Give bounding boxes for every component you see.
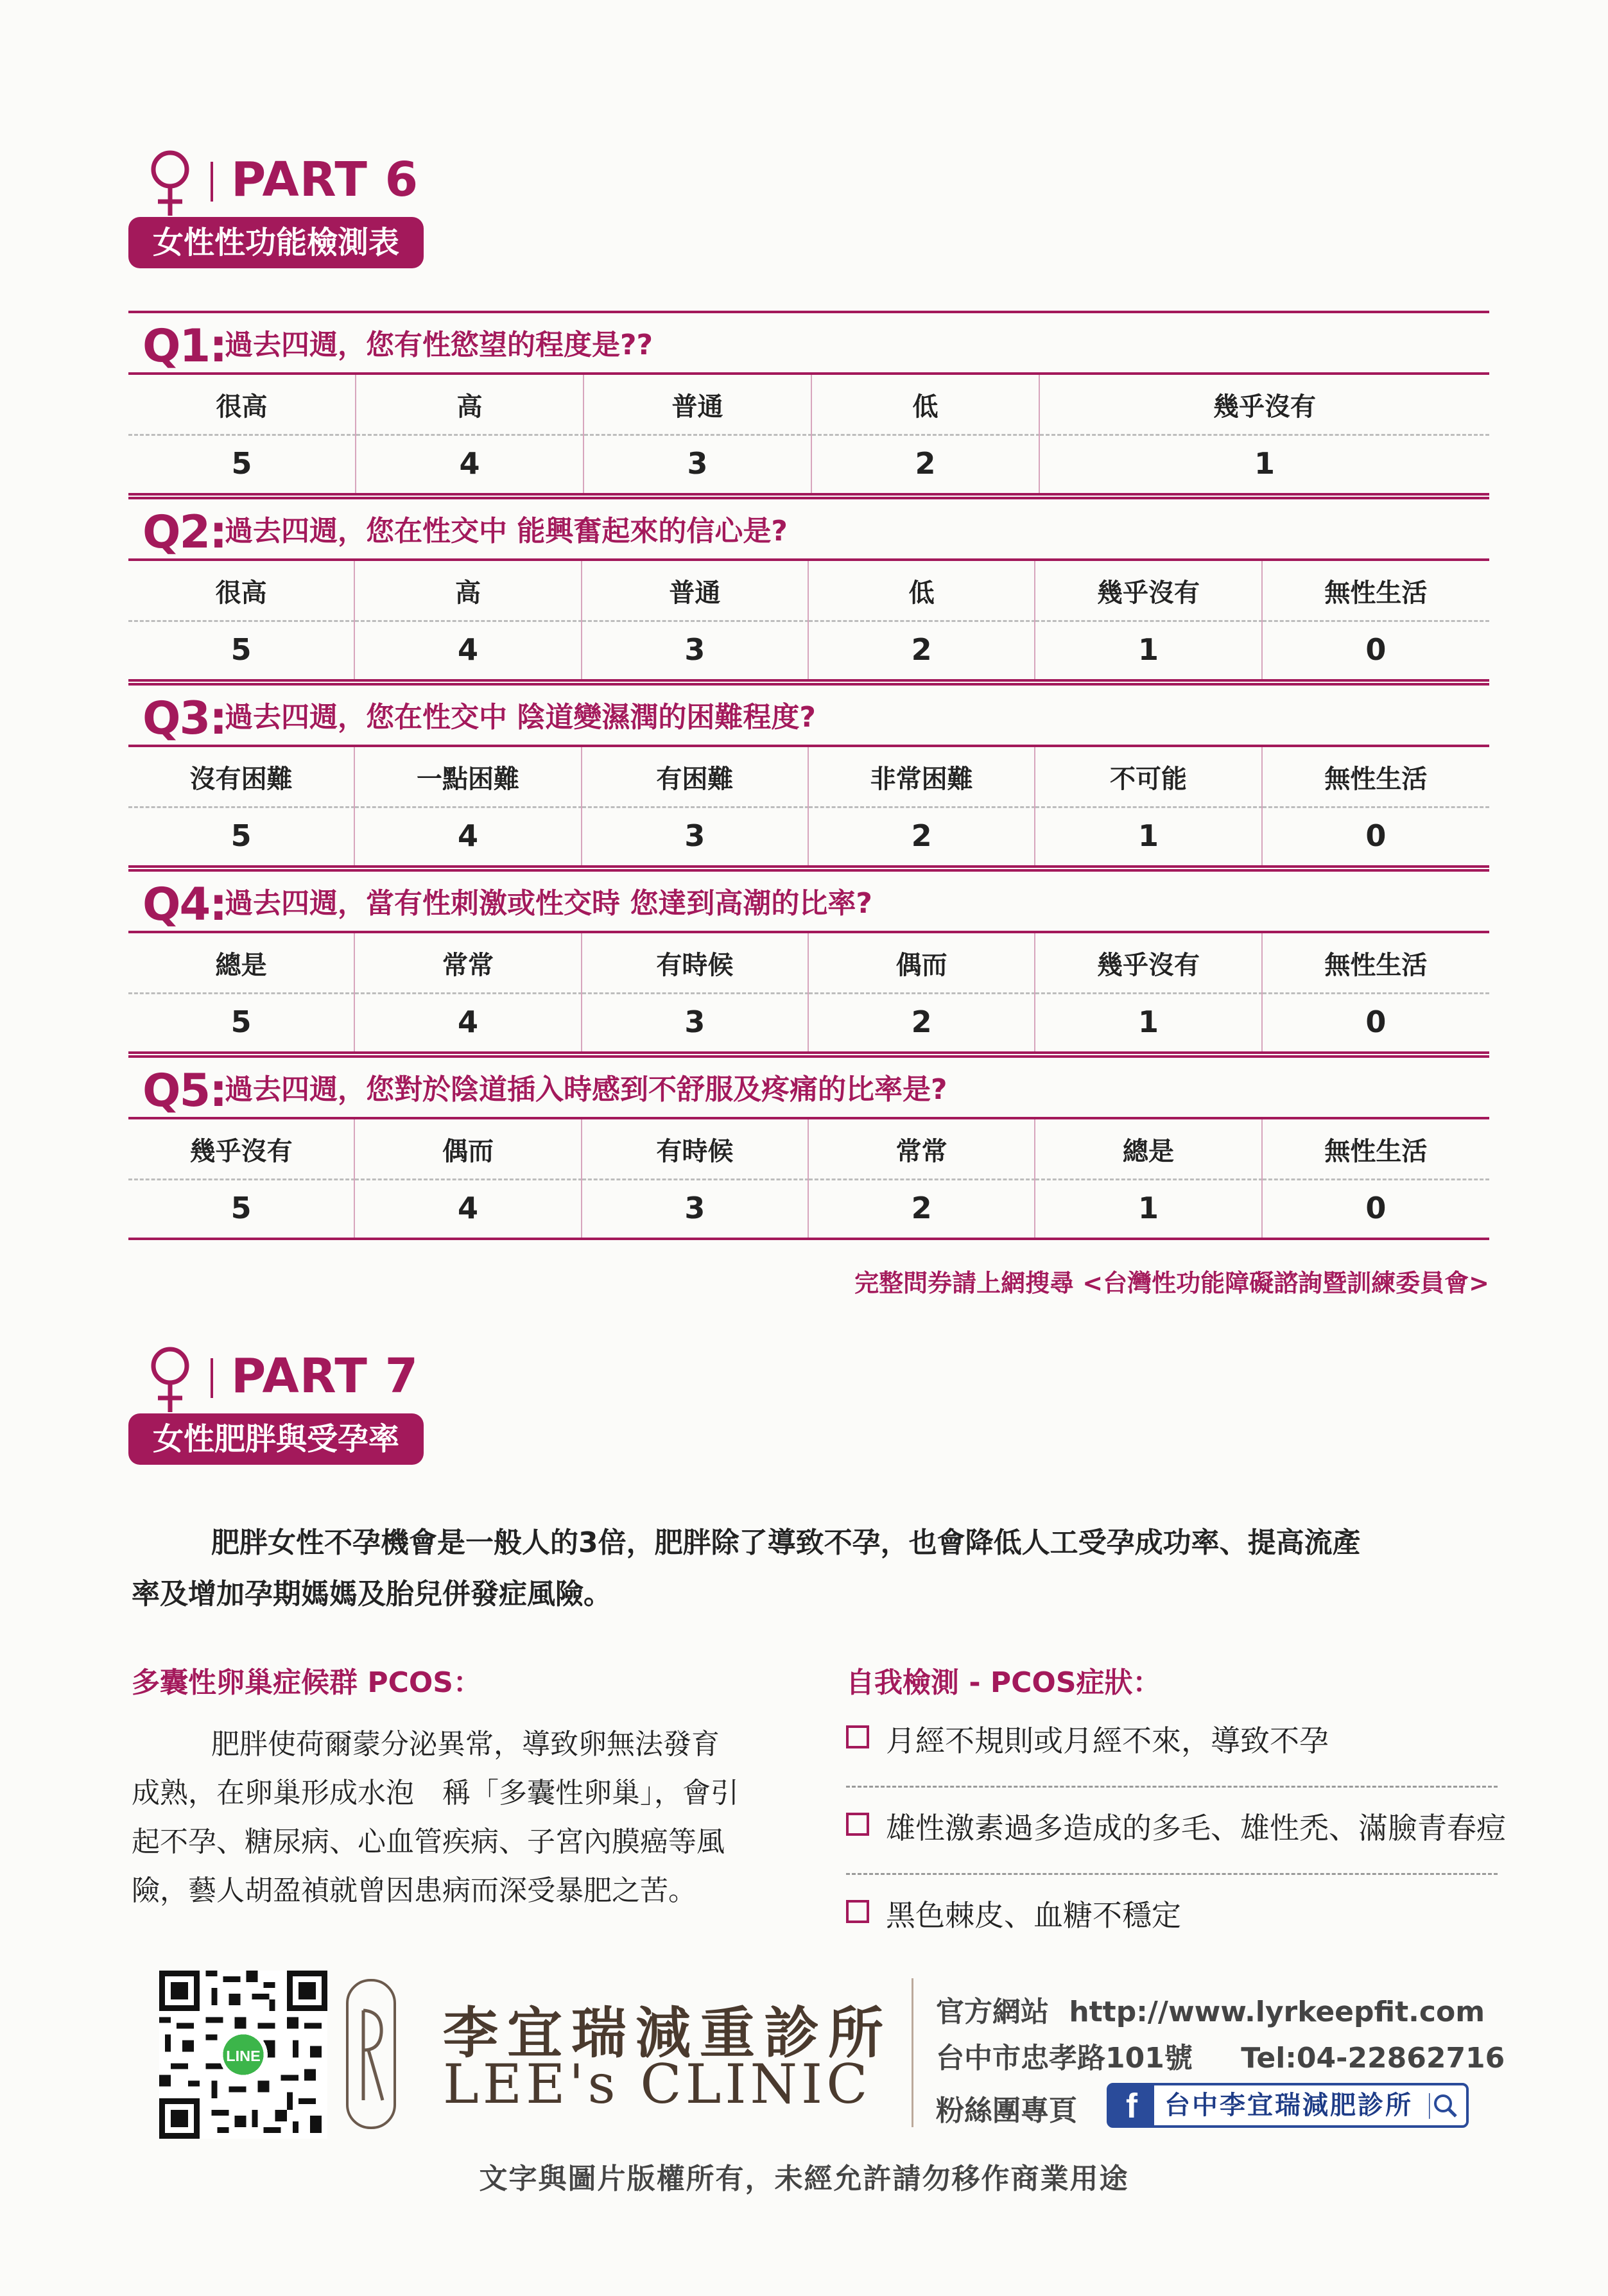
symptom-label: 月經不規則或月經不來，導致不孕 — [886, 1723, 1329, 1758]
answer-option[interactable]: 沒有困難 — [128, 747, 355, 808]
venus-icon — [141, 1344, 199, 1415]
answer-score[interactable]: 3 — [582, 1178, 809, 1238]
answer-option[interactable]: 有時候 — [582, 933, 809, 994]
answer-score[interactable]: 3 — [582, 806, 809, 865]
question-text: 過去四週，您在性交中 陰道變濕潤的困難程度? — [225, 701, 816, 734]
clinic-name-cn: 李宜瑞減重診所 — [443, 2001, 892, 2066]
clinic-name-en: LEE's CLINIC — [443, 2053, 872, 2116]
answer-option[interactable]: 非常困難 — [809, 747, 1035, 808]
answer-score[interactable]: 1 — [1035, 806, 1262, 865]
answer-grid — [128, 561, 1489, 682]
answer-option[interactable]: 很高 — [128, 375, 356, 436]
answer-option[interactable]: 很高 — [128, 561, 355, 622]
part-label: PART 7 — [231, 1349, 419, 1404]
answer-option[interactable]: 總是 — [1035, 1119, 1262, 1180]
part-separator — [211, 162, 213, 202]
question-text: 過去四週，當有性刺激或性交時 您達到高潮的比率? — [225, 887, 872, 920]
answer-score[interactable]: 4 — [355, 1178, 582, 1238]
intro-paragraph — [132, 1517, 1496, 1620]
answer-option[interactable]: 幾乎沒有 — [1040, 375, 1489, 436]
question-header — [128, 497, 1489, 561]
question-number: Q5: — [143, 1064, 227, 1117]
answer-score[interactable]: 5 — [128, 620, 355, 679]
search-icon[interactable] — [1429, 2091, 1460, 2121]
answer-score[interactable]: 5 — [128, 806, 355, 865]
answer-grid — [128, 1119, 1489, 1240]
qr-code[interactable] — [159, 1971, 327, 2139]
answer-score[interactable]: 4 — [356, 434, 584, 493]
answer-option[interactable]: 無性生活 — [1263, 933, 1489, 994]
clinic-logo-icon — [345, 1978, 397, 2130]
question-block — [128, 869, 1489, 1054]
answer-option[interactable]: 不可能 — [1035, 747, 1262, 808]
symptom-label: 雄性激素過多造成的多毛、雄性禿、滿臉青春痘 — [886, 1811, 1506, 1845]
answer-score[interactable]: 2 — [809, 992, 1035, 1051]
address-row — [936, 2035, 1505, 2076]
answer-option[interactable]: 有困難 — [582, 747, 809, 808]
answer-option[interactable]: 偶而 — [355, 1119, 582, 1180]
question-header — [128, 1055, 1489, 1119]
copyright-notice: 文字與圖片版權所有，未經允許請勿移作商業用途 — [479, 2162, 1129, 2195]
question-block — [128, 1055, 1489, 1240]
answer-option[interactable]: 一點困難 — [355, 747, 582, 808]
symptom-label: 黑色棘皮、血糖不穩定 — [886, 1898, 1181, 1933]
address: 台中市忠孝路101號 — [936, 2042, 1193, 2075]
question-text: 過去四週，您有性慾望的程度是?? — [225, 329, 653, 361]
footer-divider — [912, 1978, 913, 2127]
fanpage-name: 台中李宜瑞減肥診所 — [1164, 2091, 1413, 2120]
answer-option[interactable]: 高 — [356, 375, 584, 436]
answer-option[interactable]: 低 — [812, 375, 1040, 436]
answer-option[interactable]: 無性生活 — [1263, 747, 1489, 808]
answer-score[interactable]: 1 — [1035, 992, 1262, 1051]
intro-line: 率及增加孕期媽媽及胎兒併發症風險。 — [132, 1578, 612, 1610]
answer-score[interactable]: 2 — [812, 434, 1040, 493]
fanpage-label: 粉絲團專頁 — [936, 2094, 1077, 2127]
part-separator — [211, 1358, 213, 1398]
part-label: PART 6 — [231, 152, 419, 207]
answer-option[interactable]: 低 — [809, 561, 1035, 622]
checkbox-icon[interactable] — [846, 1725, 869, 1748]
question-text: 過去四週，您對於陰道插入時感到不舒服及疼痛的比率是? — [225, 1073, 947, 1106]
answer-option[interactable]: 高 — [355, 561, 582, 622]
line-badge-text: LINE — [226, 2047, 261, 2064]
answer-score[interactable]: 1 — [1035, 620, 1262, 679]
pcos-line: 起不孕、糖尿病、心血管疾病、子宮內膜癌等風 — [132, 1826, 725, 1858]
answer-option[interactable]: 常常 — [809, 1119, 1035, 1180]
question-block — [128, 497, 1489, 682]
answer-score[interactable]: 5 — [128, 1178, 355, 1238]
answer-option[interactable]: 幾乎沒有 — [128, 1119, 355, 1180]
question-header — [128, 311, 1489, 375]
question-header — [128, 683, 1489, 747]
question-header — [128, 869, 1489, 933]
symptom-item[interactable] — [846, 1787, 1506, 1875]
self-check-title: 自我檢測 - PCOS症狀： — [846, 1666, 1161, 1699]
website-link[interactable]: http://www.lyrkeepfit.com — [1069, 1996, 1485, 2028]
answer-score[interactable]: 4 — [355, 992, 582, 1051]
answer-grid — [128, 933, 1489, 1054]
answer-option[interactable]: 幾乎沒有 — [1035, 933, 1262, 994]
answer-grid — [128, 747, 1489, 868]
question-block — [128, 311, 1489, 496]
website-row — [936, 1989, 1485, 2030]
facebook-search-pill[interactable] — [1107, 2083, 1469, 2128]
question-number: Q4: — [143, 878, 227, 931]
answer-option[interactable]: 有時候 — [582, 1119, 809, 1180]
phone[interactable]: Tel:04-22862716 — [1241, 2042, 1505, 2075]
pcos-line: 肥胖使荷爾蒙分泌異常，導致卵無法發育 — [211, 1728, 720, 1761]
answer-score[interactable]: 1 — [1035, 1178, 1262, 1238]
pcos-description — [132, 1720, 793, 1915]
question-number: Q2: — [143, 506, 227, 558]
answer-option[interactable]: 常常 — [355, 933, 582, 994]
answer-option[interactable]: 總是 — [128, 933, 355, 994]
facebook-icon: f — [1109, 2085, 1154, 2125]
answer-option[interactable]: 無性生活 — [1263, 1119, 1489, 1180]
answer-score[interactable]: 3 — [582, 620, 809, 679]
answer-option[interactable]: 無性生活 — [1263, 561, 1489, 622]
question-number: Q1: — [143, 320, 227, 372]
pcos-line: 險，藝人胡盈禎就曾因患病而深受暴肥之苦。 — [132, 1874, 696, 1907]
answer-score[interactable]: 0 — [1365, 1191, 1387, 1225]
answer-grid — [128, 375, 1489, 496]
answer-option[interactable]: 普通 — [582, 561, 809, 622]
answer-score[interactable]: 0 — [1365, 818, 1387, 853]
answer-score[interactable]: 0 — [1365, 1005, 1387, 1039]
question-block — [128, 683, 1489, 868]
answer-score[interactable]: 0 — [1365, 632, 1387, 667]
section-title: 女性肥胖與受孕率 — [128, 1413, 424, 1465]
pcos-title: 多囊性卵巢症候群 PCOS： — [132, 1666, 481, 1699]
checkbox-icon[interactable] — [846, 1900, 869, 1923]
source-note: 完整問券請上網搜尋 <台灣性功能障礙諮詢暨訓練委員會> — [854, 1269, 1489, 1297]
symptom-item[interactable] — [846, 1700, 1498, 1788]
pcos-line: 成熟，在卵巢形成水泡 稱「多囊性卵巢」，會引 — [132, 1777, 739, 1809]
question-text: 過去四週，您在性交中 能興奮起來的信心是? — [225, 515, 788, 548]
question-number: Q3: — [143, 692, 227, 745]
part7-header — [128, 1344, 514, 1472]
answer-score[interactable]: 3 — [584, 434, 812, 493]
website-label: 官方網站 — [936, 1996, 1049, 2028]
answer-score[interactable]: 2 — [809, 620, 1035, 679]
answer-option[interactable]: 普通 — [584, 375, 812, 436]
answer-score[interactable]: 2 — [809, 1178, 1035, 1238]
answer-score[interactable]: 4 — [355, 806, 582, 865]
checkbox-icon[interactable] — [846, 1813, 869, 1836]
answer-score[interactable]: 2 — [809, 806, 1035, 865]
answer-score[interactable]: 4 — [355, 620, 582, 679]
answer-score[interactable]: 5 — [128, 992, 355, 1051]
answer-score[interactable]: 1 — [1254, 446, 1275, 481]
answer-score[interactable]: 3 — [582, 992, 809, 1051]
answer-score[interactable]: 5 — [128, 434, 356, 493]
answer-option[interactable]: 偶而 — [809, 933, 1035, 994]
symptom-item[interactable] — [846, 1874, 1498, 1960]
part6-header — [128, 148, 514, 276]
intro-line: 肥胖女性不孕機會是一般人的3倍，肥胖除了導致不孕，也會降低人工受孕成功率、提高流產 — [211, 1526, 1361, 1559]
section-title: 女性性功能檢測表 — [128, 217, 424, 268]
answer-option[interactable]: 幾乎沒有 — [1035, 561, 1262, 622]
venus-icon — [141, 148, 199, 218]
